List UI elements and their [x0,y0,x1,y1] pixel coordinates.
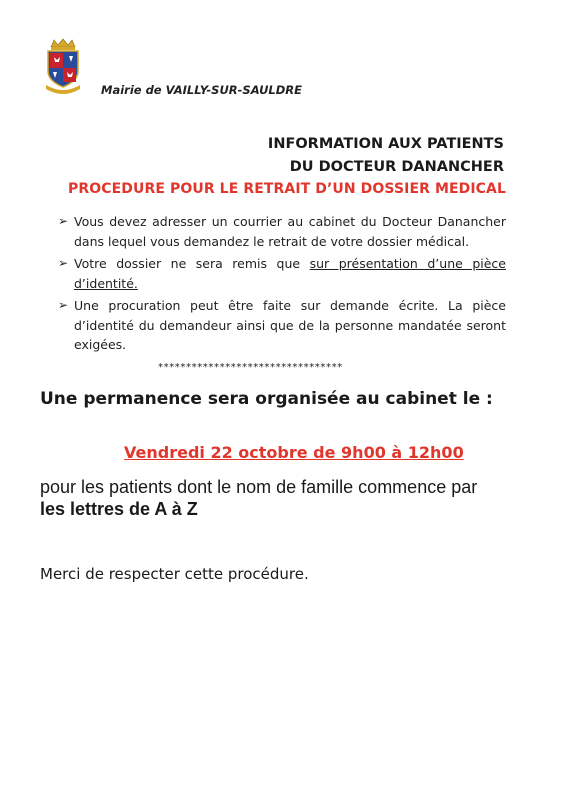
list-item [58,212,506,251]
patients-letters: les lettres de A à Z [40,499,198,519]
arrow-bullet-icon: ➢ [58,298,69,312]
list-item [58,296,506,355]
instruction-list [58,212,506,358]
title-line-1: INFORMATION AUX PATIENTS [267,136,504,152]
arrow-bullet-icon: ➢ [58,256,69,270]
permanence-heading: Une permanence sera organisée au cabinet le : [40,389,493,409]
mairie-name: Mairie de VAILLY-SUR-SAULDRE [101,83,303,97]
procedure-title: PROCEDURE POUR LE RETRAIT D’UN DOSSIER MEDICAL [68,181,507,197]
arrow-bullet-icon: ➢ [58,214,69,228]
separator: ********************************* [158,362,343,373]
coat-of-arms-icon [43,37,83,95]
instruction-underlined-text: sur présentation d’une pièce d’identité. [74,256,506,291]
list-item [58,254,506,293]
title-block [268,133,504,179]
patients-text [40,476,480,520]
instruction-text: Une procuration peut être faite sur demande écrite. La pièce d’identité du demandeur ainsi que de la personne mandatée seront exigées. [74,298,506,352]
instruction-text: Vous devez adresser un courrier au cabinet du Docteur Danancher dans lequel vous demandez le retrait de votre dossier médical. [74,214,506,249]
patients-text-prefix: pour les patients dont le nom de famille commence par [40,477,478,497]
title-line-2: DU DOCTEUR DANANCHER [289,159,504,175]
closing-text: Merci de respecter cette procédure. [40,565,309,583]
permanence-date: Vendredi 22 octobre de 9h00 à 12h00 [124,443,464,462]
instruction-text: Votre dossier ne sera remis que [74,256,310,271]
